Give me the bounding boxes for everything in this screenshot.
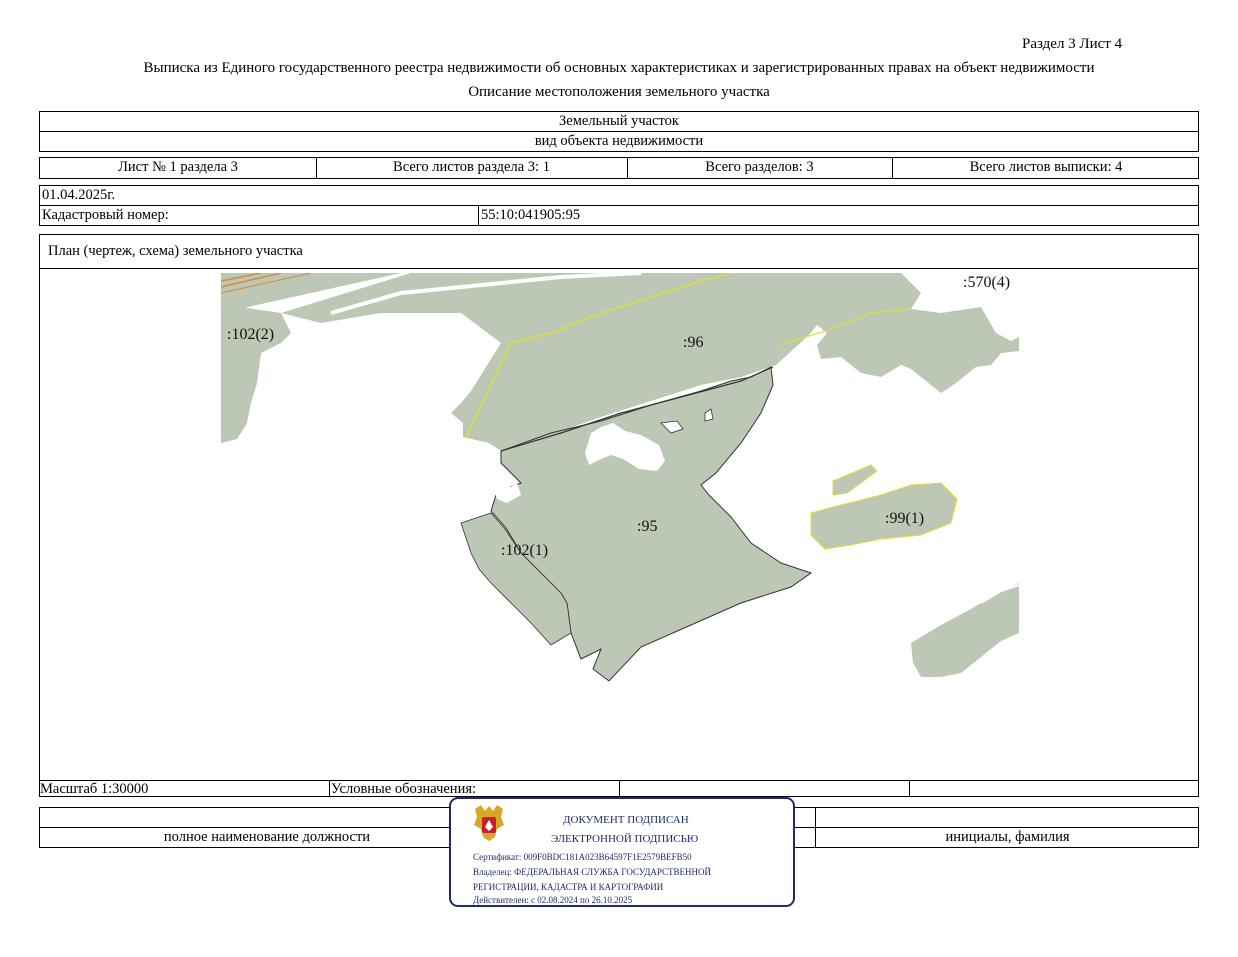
sheet-number: Лист № 1 раздела 3 <box>118 159 238 175</box>
name-caption: инициалы, фамилия <box>945 829 1070 845</box>
object-type-caption: вид объекта недвижимости <box>534 133 704 149</box>
electronic-signature-stamp <box>449 797 795 907</box>
label-102-2: :102(2) <box>227 326 275 343</box>
info-table <box>39 185 1199 226</box>
total-extract-sheets: Всего листов выписки: 4 <box>969 159 1123 175</box>
document-title: Выписка из Единого государственного реестра недвижимости об основных характеристиках и зарегистрированных правах на объект недвижимости <box>143 60 1095 76</box>
stamp-line-1: ДОКУМЕНТ ПОДПИСАН <box>563 814 689 826</box>
stamp-owner-2: РЕГИСТРАЦИИ, КАДАСТРА И КАРТОГРАФИИ <box>473 882 664 892</box>
section-sheet-label: Раздел 3 Лист 4 <box>1022 36 1123 52</box>
label-96: :96 <box>683 334 704 351</box>
parcel-map <box>221 273 1019 739</box>
label-102-1: :102(1) <box>501 542 549 559</box>
stamp-certificate: Сертификат: 009F0BDC181A023B64597F1E2579BEFB50 <box>473 852 692 862</box>
scale-label: Масштаб 1:30000 <box>40 781 149 797</box>
object-type: Земельный участок <box>559 113 679 129</box>
legend-label: Условные обозначения: <box>331 781 477 797</box>
coat-of-arms-icon <box>471 803 507 843</box>
cadastral-label: Кадастровый номер: <box>42 207 169 223</box>
plan-title: План (чертеж, схема) земельного участка <box>48 243 303 259</box>
stamp-owner-1: Владелец: ФЕДЕРАЛЬНАЯ СЛУЖБА ГОСУДАРСТВЕННОЙ <box>473 867 712 877</box>
total-section-sheets: Всего листов раздела 3: 1 <box>393 159 550 175</box>
object-type-table <box>39 111 1199 152</box>
position-caption: полное наименование должности <box>163 829 371 845</box>
sheets-table <box>39 157 1199 179</box>
stamp-valid: Действителен: с 02.08.2024 по 26.10.2025 <box>473 895 633 905</box>
extract-date: 01.04.2025г. <box>42 187 116 203</box>
document-subtitle: Описание местоположения земельного участка <box>468 84 770 100</box>
label-95: :95 <box>637 518 658 535</box>
total-sections: Всего разделов: 3 <box>705 159 814 175</box>
stamp-line-2: ЭЛЕКТРОННОЙ ПОДПИСЬЮ <box>551 833 699 845</box>
label-99-1: :99(1) <box>885 510 925 527</box>
cadastral-number: 55:10:041905:95 <box>481 207 581 223</box>
label-570-4: :570(4) <box>963 274 1011 291</box>
